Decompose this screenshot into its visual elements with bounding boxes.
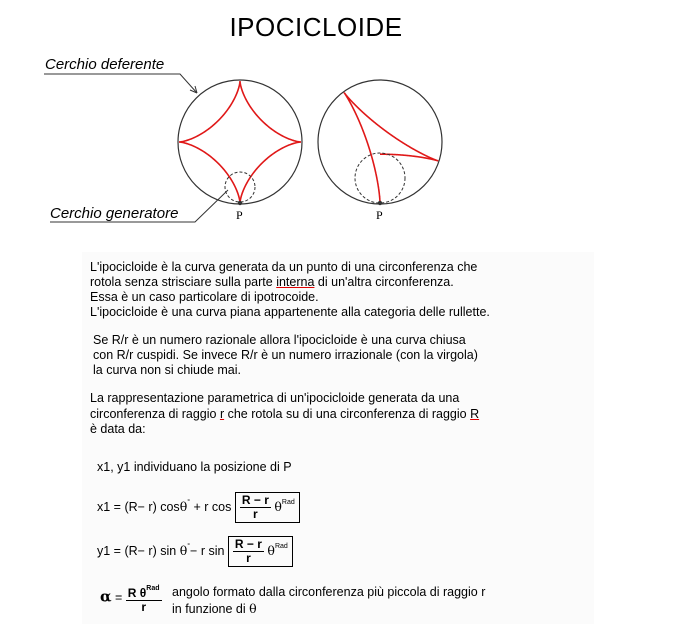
para3-line1: La rappresentazione parametrica di un'ipocicloide generata da una bbox=[90, 391, 460, 405]
para2-line1: Se R/r è un numero razionale allora l'ipocicloide è una curva chiusa bbox=[93, 333, 466, 347]
deferent-pointer bbox=[44, 74, 197, 93]
label-generator: Cerchio generatore bbox=[50, 205, 179, 222]
label-deferent: Cerchio deferente bbox=[45, 56, 165, 73]
deferent-circle-right bbox=[318, 80, 442, 204]
x1-bracket: $\frac{R - r}{r}$ $\theta^{Rad}$ bbox=[235, 492, 300, 523]
point-p-left bbox=[238, 201, 242, 205]
para2-line3: la curva non si chiude mai. bbox=[93, 363, 241, 377]
para1-line1: L'ipocicloide è la curva generata da un punto di una circonferenza che bbox=[90, 260, 478, 274]
alpha-desc-line1: angolo formato dalla circonferenza più piccola di raggio r bbox=[172, 585, 486, 599]
y1-bracket: $\frac{R - r}{r}$ $\theta^{Rad}$ bbox=[228, 536, 293, 567]
para1-line2: rotola senza strisciare sulla parte interna di un'altra circonferenza. bbox=[90, 275, 454, 289]
formula-intro: x1, y1 individuano la posizione di P bbox=[97, 460, 292, 474]
para1-line3: Essa è un caso particolare di ipotrocoide. bbox=[90, 290, 319, 304]
formula-y1: y1 = (R− r) sin θ°− r sin $\frac{R - r}{r}$ $\theta^{Rad}$ bbox=[97, 536, 293, 567]
formula-alpha: α = $\frac{R \theta^{Rad}}{r}$ bbox=[100, 582, 162, 614]
label-point-right: P bbox=[376, 208, 383, 222]
deferent-circle-left bbox=[178, 80, 302, 204]
para3-line3: è data da: bbox=[90, 422, 146, 436]
para1-line4: L'ipocicloide è una curva piana appartenente alla categoria delle rullette. bbox=[90, 305, 490, 319]
para3-line2: circonferenza di raggio r che rotola su di una circonferenza di raggio R bbox=[90, 407, 480, 421]
alpha-desc-line2: in funzione di θ bbox=[172, 601, 257, 616]
para2-line2: con R/r cuspidi. Se invece R/r è un numero irrazionale (con la virgola) bbox=[93, 348, 478, 362]
formula-x1: x1 = (R− r) cosθ° + r cos $\frac{R - r}{r}$ $\theta^{Rad}$ bbox=[97, 492, 300, 523]
label-point-left: P bbox=[236, 208, 243, 222]
page-title: IPOCICLOIDE bbox=[229, 12, 403, 42]
point-p-right bbox=[378, 201, 382, 205]
astroid-curve bbox=[179, 81, 301, 203]
